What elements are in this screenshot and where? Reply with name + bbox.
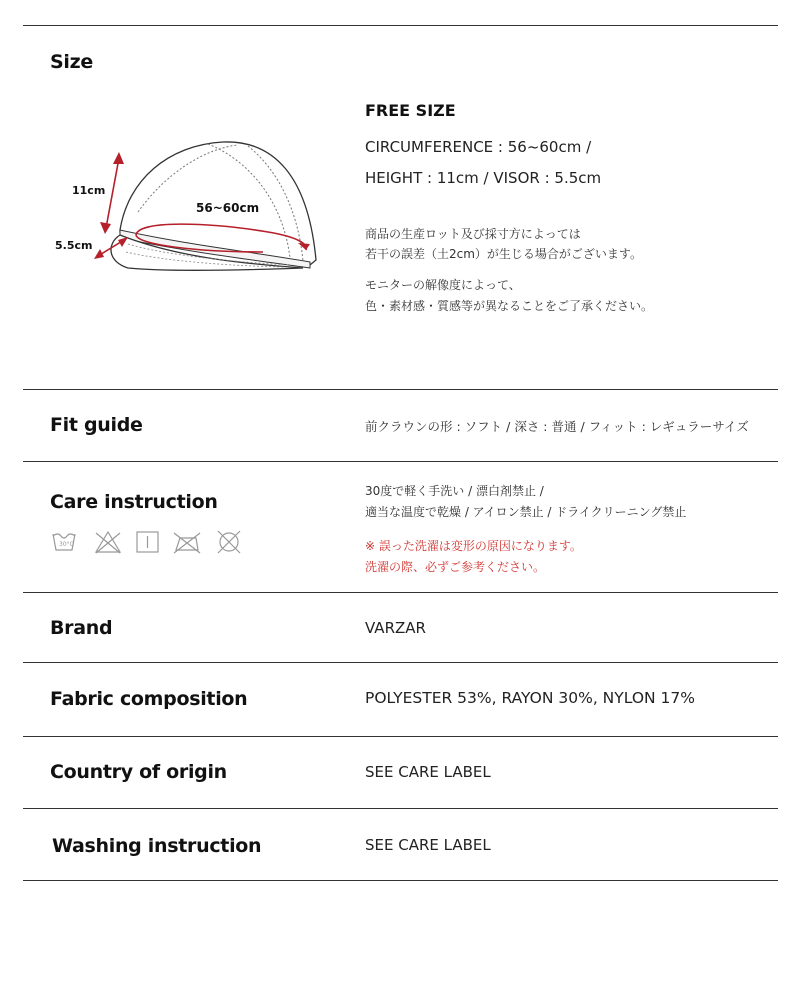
hat-diagram: [48, 140, 338, 290]
care-line-2: 適当な温度で乾燥 / アイロン禁止 / ドライクリーニング禁止: [365, 505, 687, 519]
care-warning-1: ※ 誤った洗濯は変形の原因になります。: [365, 539, 582, 553]
diagram-height-label: 11cm: [72, 184, 106, 197]
size-label: Size: [50, 51, 93, 73]
washing-instruction-label: Washing instruction: [52, 835, 262, 857]
svg-text:30°C: 30°C: [59, 541, 74, 548]
size-note-1a: 商品の生産ロット及び採寸方によっては: [365, 227, 581, 241]
country-of-origin-label: Country of origin: [50, 761, 227, 783]
bottom-divider: [23, 880, 778, 881]
brand-label: Brand: [50, 617, 113, 639]
brand-value: VARZAR: [365, 619, 426, 637]
no-dry-clean-icon: [218, 531, 240, 553]
fit-guide-value: 前クラウンの形 : ソフト / 深さ : 普通 / フィット : レギュラーサイズ: [365, 419, 749, 434]
hand-wash-30-icon: [53, 534, 75, 550]
size-note-1b: 若干の誤差（土2cm）が生じる場合がございます。: [365, 247, 642, 261]
divider-fit: [23, 461, 778, 462]
divider-brand: [23, 662, 778, 663]
country-of-origin-value: SEE CARE LABEL: [365, 763, 491, 781]
fit-guide-label: Fit guide: [50, 414, 143, 436]
divider-fabric: [23, 736, 778, 737]
free-size-heading: FREE SIZE: [365, 101, 456, 120]
care-line-1: 30度で軽く手洗い / 漂白剤禁止 /: [365, 484, 544, 498]
fabric-composition-label: Fabric composition: [50, 688, 248, 710]
diagram-visor-label: 5.5cm: [55, 239, 93, 252]
diagram-circumference-label: 56~60cm: [196, 201, 260, 215]
divider-care: [23, 592, 778, 593]
size-note-2a: モニターの解像度によって、: [365, 278, 521, 292]
hang-dry-icon: [137, 532, 158, 552]
care-warning-2: 洗濯の際、必ずご参考ください。: [365, 560, 546, 574]
no-iron-icon: [174, 533, 200, 553]
hat-illustration: [48, 140, 338, 290]
divider-origin: [23, 808, 778, 809]
washing-instruction-value: SEE CARE LABEL: [365, 836, 491, 854]
size-note-2b: 色・素材感・質感等が異なることをご了承ください。: [365, 299, 654, 313]
care-instruction-label: Care instruction: [50, 491, 218, 513]
care-icons: [50, 528, 250, 558]
no-bleach-icon: [96, 532, 120, 553]
fabric-composition-value: POLYESTER 53%, RAYON 30%, NYLON 17%: [365, 689, 695, 707]
top-divider: [23, 25, 778, 26]
circumference-text: CIRCUMFERENCE : 56~60cm /: [365, 138, 592, 156]
divider-size: [23, 389, 778, 390]
height-visor-text: HEIGHT : 11cm / VISOR : 5.5cm: [365, 169, 602, 187]
